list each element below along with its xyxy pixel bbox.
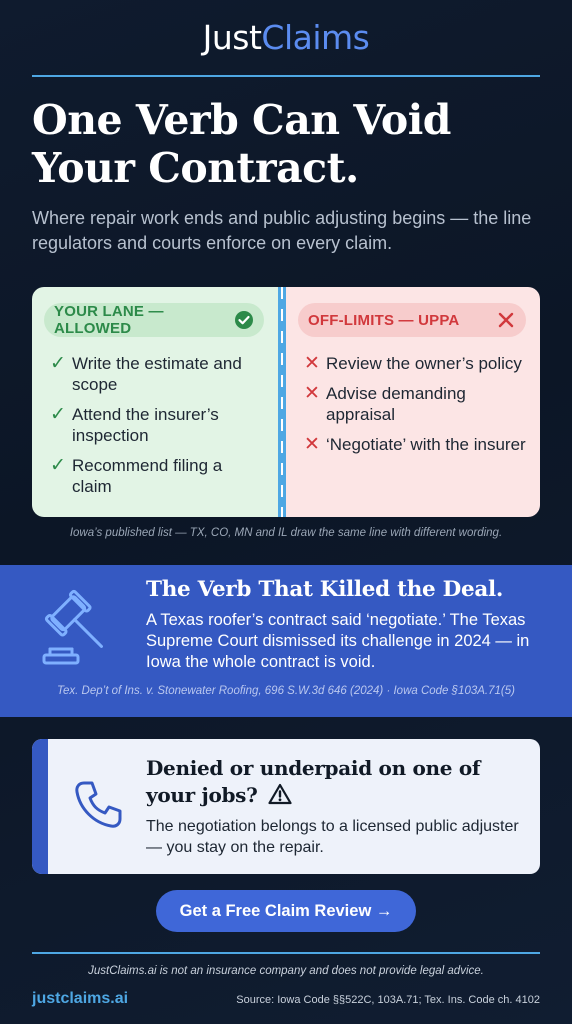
top-divider bbox=[32, 75, 540, 77]
verdict-title: The Verb That Killed the Deal. bbox=[146, 577, 504, 602]
list-item bbox=[44, 404, 264, 446]
callout-card bbox=[32, 739, 540, 874]
brand-logo-part1: Just bbox=[202, 18, 262, 57]
jurisdiction-note: Iowa’s published list — TX, CO, MN and IL draw the same line with different wording. bbox=[69, 527, 503, 539]
off-limits-list bbox=[298, 353, 526, 455]
comparison-panel bbox=[32, 287, 540, 517]
list-item bbox=[44, 353, 264, 395]
allowed-column bbox=[32, 287, 278, 517]
allowed-badge bbox=[44, 303, 264, 337]
subhead: Where repair work ends and public adjusting begins — the line regulators and courts enforce on every claim. bbox=[32, 208, 532, 253]
check-circle-icon bbox=[234, 310, 254, 330]
warning-icon bbox=[268, 783, 292, 805]
allowed-badge-label: YOUR LANE — ALLOWED bbox=[54, 303, 164, 337]
source-citation: Source: Iowa Code §§522C, 103A.71; Tex. Ins. Code ch. 4102 bbox=[236, 994, 540, 1006]
callout-title-text: Denied or underpaid on one of your jobs? bbox=[146, 756, 481, 807]
cross-icon: ✕ bbox=[304, 353, 320, 374]
bottom-divider bbox=[32, 952, 540, 954]
checkmark-icon: ✓ bbox=[50, 455, 66, 476]
off-limits-item-text: Advise demanding appraisal bbox=[326, 384, 466, 424]
list-item bbox=[298, 383, 526, 425]
allowed-item-text: Write the estimate and scope bbox=[72, 354, 242, 394]
checkmark-icon: ✓ bbox=[50, 353, 66, 374]
lane-divider bbox=[278, 287, 286, 517]
free-claim-review-button[interactable]: Get a Free Claim Review → bbox=[156, 890, 416, 932]
off-limits-column bbox=[286, 287, 540, 517]
off-limits-item-text: ‘Negotiate’ with the insurer bbox=[326, 435, 526, 454]
callout-accent-bar bbox=[32, 739, 48, 874]
allowed-item-text: Attend the insurer’s inspection bbox=[72, 405, 219, 445]
headline: One Verb Can Void Your Contract. bbox=[32, 96, 451, 192]
x-icon bbox=[496, 310, 516, 330]
verdict-citation: Tex. Dep’t of Ins. v. Stonewater Roofing, 696 S.W.3d 646 (2024) · Iowa Code §103A.71(5) bbox=[57, 685, 515, 697]
verdict-banner bbox=[0, 565, 572, 717]
brand-logo bbox=[0, 18, 572, 57]
allowed-item-text: Recommend filing a claim bbox=[72, 456, 223, 496]
allowed-list bbox=[44, 353, 264, 497]
gavel-icon bbox=[36, 587, 122, 673]
verdict-body: A Texas roofer’s contract said ‘negotiate.’ The Texas Supreme Court dismissed its challenge in 2024 — in Iowa the whole contract is void. bbox=[146, 611, 530, 671]
checkmark-icon: ✓ bbox=[50, 404, 66, 425]
callout-title bbox=[146, 755, 526, 809]
cross-icon: ✕ bbox=[304, 434, 320, 455]
list-item bbox=[44, 455, 264, 497]
list-item bbox=[298, 434, 526, 455]
phone-icon bbox=[70, 777, 126, 833]
site-link[interactable]: justclaims.ai bbox=[32, 990, 129, 1007]
off-limits-badge bbox=[298, 303, 526, 337]
list-item bbox=[298, 353, 526, 374]
off-limits-badge-label: OFF-LIMITS — UPPA bbox=[308, 311, 460, 329]
callout-body: The negotiation belongs to a licensed public adjuster — you stay on the repair. bbox=[146, 818, 519, 856]
off-limits-item-text: Review the owner’s policy bbox=[326, 354, 522, 373]
legal-disclaimer: JustClaims.ai is not an insurance company and does not provide legal advice. bbox=[88, 965, 484, 977]
brand-logo-part2: Claims bbox=[261, 18, 370, 57]
cross-icon: ✕ bbox=[304, 383, 320, 404]
